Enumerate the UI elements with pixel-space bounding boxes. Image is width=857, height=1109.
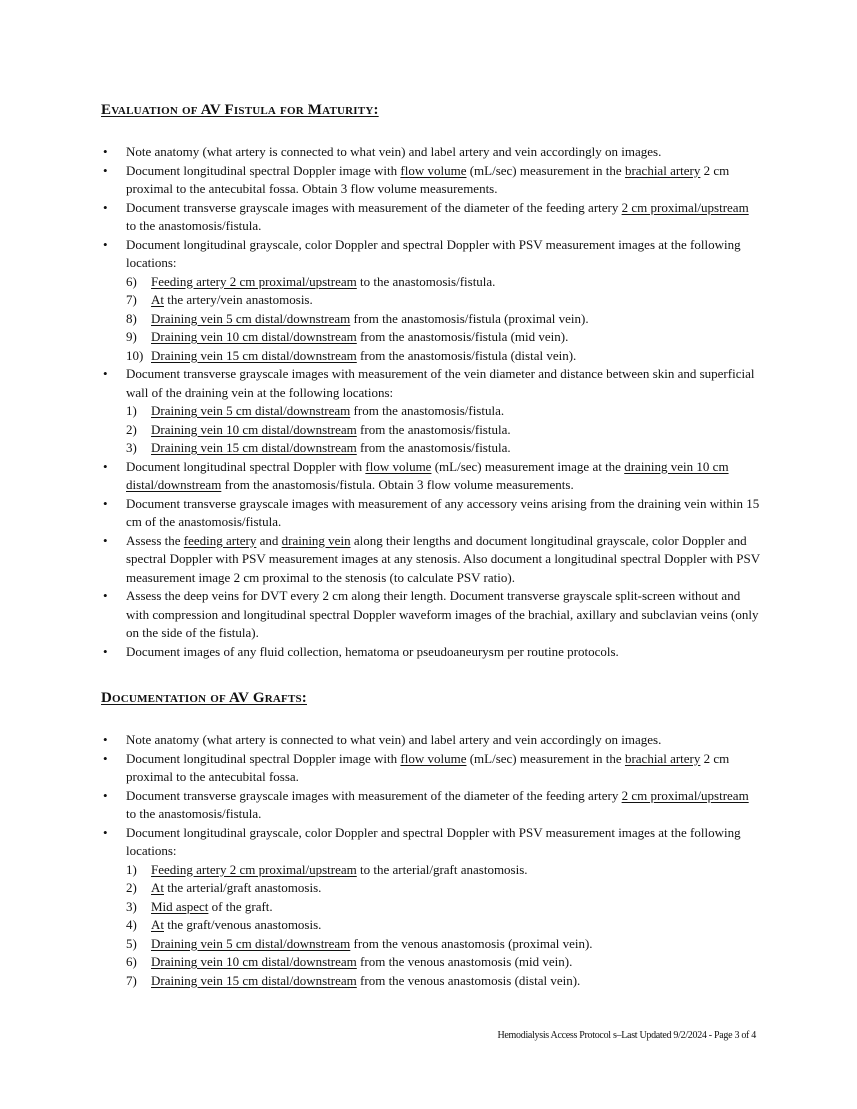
bullet-item (101, 495, 761, 532)
item-text: from the venous anastomosis (mid vein). (356, 954, 573, 969)
location-sublist (126, 861, 761, 991)
sublist-item (126, 916, 761, 935)
item-text: from the venous anastomosis (proximal vein). (350, 935, 593, 951)
bullet-text: to the anastomosis/fistula. (126, 218, 262, 233)
item-number: 1) (126, 403, 137, 418)
underlined-term: Feeding artery 2 cm proximal/upstream (151, 861, 357, 877)
bullet-item (101, 162, 761, 199)
item-number: 3) (126, 440, 137, 455)
bullet-item (101, 532, 761, 588)
bullet-text: Document longitudinal spectral Doppler image with (126, 750, 401, 766)
sublist-item (126, 861, 761, 880)
underlined-term: brachial artery (624, 750, 701, 766)
item-text: from the anastomosis/fistula. (350, 403, 505, 418)
item-text: from the anastomosis/fistula. (356, 421, 511, 437)
bullet-text: (mL/sec) measurement in the (466, 162, 625, 178)
item-number: 2) (126, 880, 137, 895)
bullet-text: Document transverse grayscale images with measurement of any accessory veins arising from the draining vein within 15 cm of the anastomosis/fistula. (126, 495, 760, 529)
page-footer: Hemodialysis Access Protocol s–Last Updated 9/2/2024 - Page 3 of 4 (497, 1030, 756, 1041)
bullet-item (101, 750, 761, 787)
underlined-term: flow volume (400, 162, 467, 178)
item-number: 10) (126, 347, 144, 363)
underlined-term: feeding artery (183, 532, 257, 548)
sublist-item (126, 953, 761, 972)
underlined-term: Mid aspect (151, 898, 209, 914)
underlined-term: draining vein 10 cm distal/downstream (126, 458, 729, 492)
item-number: 3) (126, 898, 137, 914)
item-number: 2) (126, 421, 137, 437)
underlined-term: Draining vein 15 cm distal/downstream (151, 440, 357, 455)
item-number: 6) (126, 273, 137, 289)
underlined-term: Draining vein 15 cm distal/downstream (151, 347, 357, 363)
item-number: 9) (126, 329, 137, 344)
bullet-text: 2 cm proximal to the antecubital fossa. (126, 750, 730, 784)
bullet-text: and (256, 532, 282, 548)
underlined-term: Draining vein 10 cm distal/downstream (151, 421, 357, 437)
sublist-item (126, 421, 761, 440)
sublist-item (126, 879, 761, 898)
location-sublist (126, 273, 761, 366)
item-text: the arterial/graft anastomosis. (164, 880, 322, 895)
bullet-text: from the anastomosis/fistula. Obtain 3 flow volume measurements. (221, 477, 574, 492)
section-heading-fistula: Evaluation of AV Fistula for Maturity: (101, 102, 379, 118)
fistula-bullet-list (101, 143, 761, 661)
bullet-text: Document transverse grayscale images with measurement of the diameter of the feeding artery (126, 787, 622, 803)
sublist-item (126, 273, 761, 292)
item-number: 4) (126, 917, 137, 932)
sublist-item (126, 310, 761, 329)
underlined-term: Draining vein 5 cm distal/downstream (151, 935, 351, 951)
underlined-term: At (151, 917, 164, 932)
item-text: the graft/venous anastomosis. (164, 917, 322, 932)
bullet-item (101, 731, 761, 750)
bullet-item (101, 199, 761, 236)
item-text: from the anastomosis/fistula (distal vein). (356, 347, 577, 363)
sublist-item (126, 935, 761, 954)
item-text: to the arterial/graft anastomosis. (356, 861, 528, 877)
underlined-term: Draining vein 10 cm distal/downstream (151, 954, 357, 969)
underlined-term: Draining vein 5 cm distal/downstream (151, 403, 351, 418)
item-number: 1) (126, 861, 137, 877)
underlined-term: flow volume (365, 458, 432, 474)
section-heading-grafts: Documentation of AV Grafts: (101, 690, 307, 706)
bullet-item (101, 643, 761, 662)
bullet-text: Assess the (126, 532, 184, 548)
item-text: the artery/vein anastomosis. (164, 292, 313, 307)
bullet-item (101, 365, 761, 458)
item-text: of the graft. (208, 898, 273, 914)
grafts-bullet-list (101, 731, 761, 990)
underlined-term: 2 cm proximal/upstream (621, 199, 749, 215)
sublist-item (126, 347, 761, 366)
item-number: 7) (126, 292, 137, 307)
item-text: from the anastomosis/fistula (mid vein). (356, 329, 569, 344)
sublist-item (126, 328, 761, 347)
underlined-term: flow volume (400, 750, 467, 766)
underlined-term: At (151, 292, 164, 307)
underlined-term: Draining vein 10 cm distal/downstream (151, 329, 357, 344)
underlined-term: At (151, 880, 164, 895)
bullet-text: (mL/sec) measurement in the (466, 750, 625, 766)
bullet-item (101, 824, 761, 991)
location-sublist (126, 402, 761, 458)
item-text: from the anastomosis/fistula. (356, 440, 511, 455)
item-number: 7) (126, 972, 137, 988)
underlined-term: Draining vein 15 cm distal/downstream (151, 972, 357, 988)
item-number: 8) (126, 310, 137, 326)
bullet-text: 2 cm proximal to the antecubital fossa. Obtain 3 flow volume measurements. (126, 162, 730, 196)
bullet-item (101, 787, 761, 824)
bullet-item (101, 236, 761, 366)
bullet-text: Document longitudinal grayscale, color Doppler and spectral Doppler with PSV measurement images at the following locations: (126, 824, 741, 858)
sublist-item (126, 402, 761, 421)
bullet-text: Assess the deep veins for DVT every 2 cm along their length. Document transverse grayscale split-screen without and with compression and longitudinal spectral Doppler waveform images of the brachial, axillary and subclavian veins (only on the side of the fistula). (126, 588, 759, 640)
item-number: 6) (126, 954, 137, 969)
bullet-text: Document transverse grayscale images with measurement of the vein diameter and distance between skin and superficial wall of the draining vein at the following locations: (126, 366, 755, 400)
item-number: 5) (126, 935, 137, 951)
underlined-term: brachial artery (624, 162, 701, 178)
item-text: from the venous anastomosis (distal vein). (356, 972, 581, 988)
sublist-item (126, 898, 761, 917)
bullet-text: Document longitudinal spectral Doppler image with (126, 162, 401, 178)
underlined-term: 2 cm proximal/upstream (621, 787, 749, 803)
sublist-item (126, 439, 761, 458)
bullet-text: Document longitudinal spectral Doppler with (126, 458, 366, 474)
underlined-term: Draining vein 5 cm distal/downstream (151, 310, 351, 326)
item-text: from the anastomosis/fistula (proximal vein). (350, 310, 589, 326)
sublist-item (126, 291, 761, 310)
bullet-item (101, 587, 761, 643)
bullet-text: Note anatomy (what artery is connected to what vein) and label artery and vein accordingly on images. (126, 732, 662, 747)
bullet-text: (mL/sec) measurement image at the (431, 458, 625, 474)
bullet-text: Document transverse grayscale images with measurement of the diameter of the feeding artery (126, 199, 622, 215)
underlined-term: Feeding artery 2 cm proximal/upstream (151, 273, 357, 289)
bullet-item (101, 458, 761, 495)
bullet-text: Document longitudinal grayscale, color Doppler and spectral Doppler with PSV measurement images at the following locations: (126, 236, 741, 270)
underlined-term: draining vein (281, 532, 351, 548)
bullet-text: to the anastomosis/fistula. (126, 806, 262, 821)
item-text: to the anastomosis/fistula. (356, 273, 496, 289)
bullet-text: Note anatomy (what artery is connected to what vein) and label artery and vein accordingly on images. (126, 144, 662, 159)
bullet-text: Document images of any fluid collection, hematoma or pseudoaneurysm per routine protocols. (126, 643, 619, 659)
sublist-item (126, 972, 761, 991)
bullet-text: along their lengths and document longitudinal grayscale, color Doppler and spectral Doppler with PSV measurement images at any stenosis. Also document a longitudinal spectral Doppler with PSV measurement image 2 cm proximal to the stenosis (to calculate PSV ratio). (126, 532, 760, 585)
bullet-item (101, 143, 761, 162)
